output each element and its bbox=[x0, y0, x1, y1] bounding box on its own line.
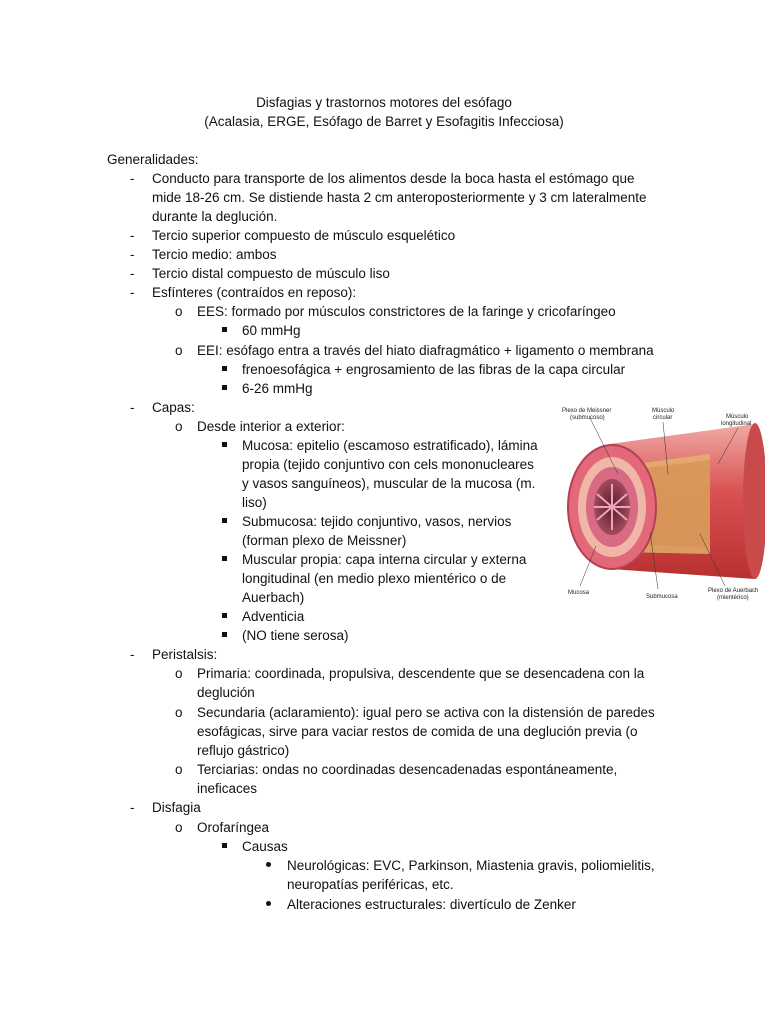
dash-marker: - bbox=[130, 647, 135, 662]
text-line: Submucosa: tejido conjuntivo, vasos, nervios bbox=[242, 514, 512, 529]
text-line: Adventicia bbox=[242, 609, 305, 624]
text-line: (NO tiene serosa) bbox=[242, 628, 349, 643]
dash-marker: - bbox=[130, 266, 135, 281]
figure-label-musculo-circular: Músculo bbox=[652, 408, 675, 414]
text-line: Mucosa: epitelio (escamoso estratificado), lámina bbox=[242, 438, 538, 453]
section-heading-generalidades: Generalidades: bbox=[107, 152, 199, 167]
text-line: Terciarias: ondas no coordinadas desencadenadas espontáneamente, bbox=[197, 762, 618, 777]
dash-marker: - bbox=[130, 171, 135, 186]
text-line: Tercio distal compuesto de músculo liso bbox=[152, 266, 390, 281]
text-line: Tercio superior compuesto de músculo esquelético bbox=[152, 228, 456, 243]
text-line: Orofaríngea bbox=[197, 820, 270, 835]
figure-label-plexo-meissner: Plexo de Meissner bbox=[562, 408, 612, 414]
text-line: 60 mmHg bbox=[242, 323, 301, 338]
figure-label-plexo-meissner-sub: (submucoso) bbox=[570, 415, 605, 421]
dash-marker: - bbox=[130, 247, 135, 262]
text-line: y vasos sanguíneos), muscular de la mucosa (m. bbox=[242, 476, 536, 491]
document-title: Disfagias y trastornos motores del esófago bbox=[256, 95, 512, 110]
square-bullet bbox=[222, 442, 227, 447]
circle-marker: o bbox=[175, 343, 183, 358]
text-line: durante la deglución. bbox=[152, 209, 278, 224]
text-line: Muscular propia: capa interna circular y externa bbox=[242, 552, 527, 567]
text-line: Secundaria (aclaramiento): igual pero se activa con la distensión de paredes bbox=[197, 705, 655, 720]
text-line: Capas: bbox=[152, 400, 195, 415]
dash-marker: - bbox=[130, 228, 135, 243]
text-line: Alteraciones estructurales: divertículo de Zenker bbox=[287, 897, 576, 912]
square-bullet bbox=[222, 843, 227, 848]
esophagus-layers-illustration bbox=[560, 404, 765, 619]
round-bullet bbox=[266, 901, 271, 906]
text-line: propia (tejido conjuntivo con cels mononucleares bbox=[242, 457, 534, 472]
text-line: mide 18-26 cm. Se distiende hasta 2 cm anteroposteriormente y 3 cm lateralmente bbox=[152, 190, 647, 205]
text-line: 6-26 mmHg bbox=[242, 381, 313, 396]
text-line: Neurológicas: EVC, Parkinson, Miastenia gravis, poliomielitis, bbox=[287, 858, 655, 873]
text-line: Auerbach) bbox=[242, 590, 305, 605]
text-line: Peristalsis: bbox=[152, 647, 218, 662]
text-line: longitudinal (en medio plexo mientérico o de bbox=[242, 571, 507, 586]
circle-marker: o bbox=[175, 666, 183, 681]
square-bullet bbox=[222, 327, 227, 332]
text-line: Esfínteres (contraídos en reposo): bbox=[152, 285, 357, 300]
figure-label-mucosa: Mucosa bbox=[568, 590, 590, 596]
square-bullet bbox=[222, 632, 227, 637]
document-subtitle: (Acalasia, ERGE, Esófago de Barret y Esofagitis Infecciosa) bbox=[204, 114, 564, 129]
circle-marker: o bbox=[175, 820, 183, 835]
text-line: EES: formado por músculos constrictores de la faringe y cricofaríngeo bbox=[197, 304, 616, 319]
text-line: liso) bbox=[242, 495, 267, 510]
circle-marker: o bbox=[175, 705, 183, 720]
circle-marker: o bbox=[175, 762, 183, 777]
text-line: Causas bbox=[242, 839, 288, 854]
dash-marker: - bbox=[130, 400, 135, 415]
text-line: ineficaces bbox=[197, 781, 258, 796]
text-line: frenoesofágica + engrosamiento de las fibras de la capa circular bbox=[242, 362, 626, 377]
text-line: Desde interior a exterior: bbox=[197, 419, 345, 434]
text-line: EEI: esófago entra a través del hiato diafragmático + ligamento o membrana bbox=[197, 343, 654, 358]
square-bullet bbox=[222, 613, 227, 618]
esophagus-drawing bbox=[560, 404, 765, 619]
text-line: deglución bbox=[197, 685, 255, 700]
round-bullet bbox=[266, 862, 271, 867]
square-bullet bbox=[222, 366, 227, 371]
figure-label-musculo-longitudinal: Músculo bbox=[726, 414, 749, 420]
text-line: Conducto para transporte de los alimentos desde la boca hasta el estómago que bbox=[152, 171, 635, 186]
text-line: Disfagia bbox=[152, 800, 201, 815]
square-bullet bbox=[222, 556, 227, 561]
circle-marker: o bbox=[175, 419, 183, 434]
text-line: Tercio medio: ambos bbox=[152, 247, 277, 262]
text-line: reflujo gástrico) bbox=[197, 743, 290, 758]
text-line: (forman plexo de Meissner) bbox=[242, 533, 407, 548]
circle-marker: o bbox=[175, 304, 183, 319]
square-bullet bbox=[222, 385, 227, 390]
figure-label-musculo-circular-2: circular bbox=[653, 415, 673, 421]
square-bullet bbox=[222, 518, 227, 523]
figure-label-plexo-auerbach: Plexo de Auerbach bbox=[708, 588, 759, 594]
dash-marker: - bbox=[130, 800, 135, 815]
dash-marker: - bbox=[130, 285, 135, 300]
figure-label-musculo-longitudinal-2: longitudinal bbox=[721, 421, 752, 427]
figure-label-plexo-auerbach-sub: (mientérico) bbox=[717, 595, 749, 601]
text-line: Primaria: coordinada, propulsiva, descendente que se desencadena con la bbox=[197, 666, 645, 681]
figure-label-submucosa: Submucosa bbox=[646, 594, 678, 600]
text-line: neuropatías periféricas, etc. bbox=[287, 877, 454, 892]
text-line: esofágicas, sirve para vaciar restos de comida de una deglución previa (o bbox=[197, 724, 638, 739]
